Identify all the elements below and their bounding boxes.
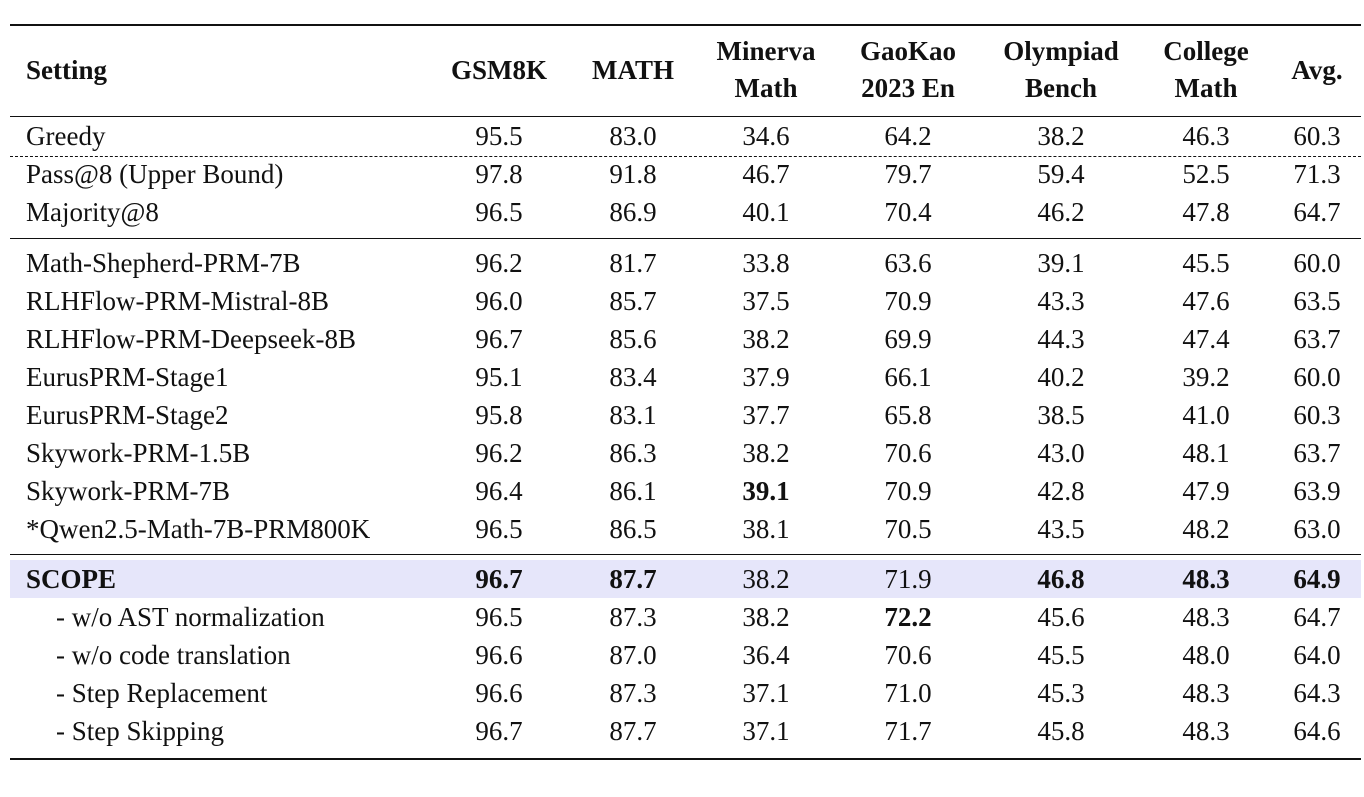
cell-gaokao: 70.4 bbox=[884, 197, 932, 227]
table-row bbox=[10, 282, 1361, 320]
cell-minerva: 36.4 bbox=[742, 640, 790, 670]
cell-olympiad: 45.6 bbox=[1037, 602, 1085, 632]
cell-gsm8k: 95.8 bbox=[475, 400, 523, 430]
row-setting: - w/o code translation bbox=[56, 640, 291, 670]
cell-math: 83.4 bbox=[609, 362, 657, 392]
cell-college: 39.2 bbox=[1182, 362, 1230, 392]
cell-minerva: 37.5 bbox=[742, 286, 790, 316]
cell-college: 48.1 bbox=[1182, 438, 1230, 468]
cell-minerva: 37.9 bbox=[742, 362, 790, 392]
table-row bbox=[10, 320, 1361, 358]
row-setting: RLHFlow-PRM-Mistral-8B bbox=[26, 286, 330, 316]
cell-avg: 64.7 bbox=[1293, 602, 1341, 632]
cell-gsm8k: 97.8 bbox=[475, 159, 523, 189]
header-olympiad-line: Bench bbox=[1024, 73, 1097, 103]
cell-math: 86.1 bbox=[609, 476, 657, 506]
cell-minerva: 33.8 bbox=[742, 248, 790, 278]
cell-college: 47.4 bbox=[1182, 324, 1230, 354]
cell-olympiad: 43.3 bbox=[1037, 286, 1085, 316]
row-setting: RLHFlow-PRM-Deepseek-8B bbox=[26, 324, 356, 354]
cell-gsm8k: 96.7 bbox=[475, 716, 523, 746]
cell-gaokao: 71.7 bbox=[884, 716, 932, 746]
row-setting: Math-Shepherd-PRM-7B bbox=[26, 248, 301, 278]
table-row bbox=[10, 396, 1361, 434]
cell-gsm8k: 96.5 bbox=[475, 514, 523, 544]
cell-college: 48.2 bbox=[1182, 514, 1230, 544]
row-setting: SCOPE bbox=[26, 564, 117, 594]
row-setting: Pass@8 (Upper Bound) bbox=[26, 159, 284, 189]
cell-math: 85.6 bbox=[609, 324, 657, 354]
header-college-line: College bbox=[1163, 36, 1249, 66]
cell-avg: 63.7 bbox=[1293, 324, 1341, 354]
cell-olympiad: 44.3 bbox=[1037, 324, 1085, 354]
cell-minerva: 37.7 bbox=[742, 400, 790, 430]
cell-college: 45.5 bbox=[1182, 248, 1230, 278]
table-row bbox=[10, 636, 1361, 674]
row-setting: EurusPRM-Stage2 bbox=[26, 400, 229, 430]
header-gsm8k bbox=[451, 24, 547, 116]
cell-gaokao: 71.0 bbox=[884, 678, 932, 708]
cell-gsm8k: 95.5 bbox=[475, 121, 523, 151]
row-setting: Greedy bbox=[26, 121, 106, 151]
cell-gsm8k: 96.6 bbox=[475, 678, 523, 708]
cell-minerva: 34.6 bbox=[742, 121, 790, 151]
header-math bbox=[592, 24, 674, 116]
row-setting: Majority@8 bbox=[26, 197, 159, 227]
cell-math: 87.3 bbox=[609, 678, 657, 708]
header-gaokao bbox=[860, 24, 956, 116]
header-minerva-line: Math bbox=[734, 73, 798, 103]
section-rule bbox=[10, 238, 1361, 239]
cell-minerva: 37.1 bbox=[742, 678, 790, 708]
cell-college: 48.3 bbox=[1182, 564, 1230, 594]
cell-olympiad: 45.8 bbox=[1037, 716, 1085, 746]
cell-olympiad: 45.3 bbox=[1037, 678, 1085, 708]
cell-avg: 60.3 bbox=[1293, 400, 1341, 430]
cell-gsm8k: 96.7 bbox=[475, 324, 523, 354]
cell-olympiad: 59.4 bbox=[1037, 159, 1085, 189]
row-setting: Skywork-PRM-1.5B bbox=[26, 438, 251, 468]
cell-avg: 63.5 bbox=[1293, 286, 1341, 316]
cell-minerva: 37.1 bbox=[742, 716, 790, 746]
cell-college: 48.3 bbox=[1182, 716, 1230, 746]
cell-avg: 64.7 bbox=[1293, 197, 1341, 227]
cell-math: 83.0 bbox=[609, 121, 657, 151]
cell-gaokao: 70.6 bbox=[884, 640, 932, 670]
cell-college: 48.3 bbox=[1182, 602, 1230, 632]
cell-math: 83.1 bbox=[609, 400, 657, 430]
cell-gaokao: 69.9 bbox=[884, 324, 932, 354]
cell-gsm8k: 96.7 bbox=[475, 564, 523, 594]
cell-avg: 64.3 bbox=[1293, 678, 1341, 708]
cell-gsm8k: 96.5 bbox=[475, 197, 523, 227]
cell-gaokao: 79.7 bbox=[884, 159, 932, 189]
cell-olympiad: 38.2 bbox=[1037, 121, 1085, 151]
cell-college: 46.3 bbox=[1182, 121, 1230, 151]
cell-minerva: 38.2 bbox=[742, 438, 790, 468]
header-setting bbox=[26, 24, 107, 116]
cell-olympiad: 45.5 bbox=[1037, 640, 1085, 670]
header-math-line: MATH bbox=[592, 54, 674, 85]
cell-gaokao: 70.6 bbox=[884, 438, 932, 468]
header-minerva-line: Minerva bbox=[716, 36, 816, 66]
header-college-line: Math bbox=[1174, 73, 1238, 103]
cell-gaokao: 64.2 bbox=[884, 121, 932, 151]
cell-avg: 63.9 bbox=[1293, 476, 1341, 506]
table-row bbox=[10, 674, 1361, 712]
cell-avg: 60.0 bbox=[1293, 248, 1341, 278]
table-row bbox=[10, 598, 1361, 636]
cell-gaokao: 71.9 bbox=[884, 564, 932, 594]
cell-olympiad: 38.5 bbox=[1037, 400, 1085, 430]
table-row bbox=[10, 434, 1361, 472]
cell-math: 81.7 bbox=[609, 248, 657, 278]
table-row bbox=[10, 155, 1361, 193]
cell-olympiad: 46.8 bbox=[1037, 564, 1085, 594]
header-olympiad-line: Olympiad bbox=[1003, 36, 1119, 66]
top-rule bbox=[10, 24, 1361, 26]
cell-olympiad: 43.0 bbox=[1037, 438, 1085, 468]
cell-math: 87.3 bbox=[609, 602, 657, 632]
header-gsm8k-line: GSM8K bbox=[450, 54, 548, 85]
cell-college: 48.3 bbox=[1182, 678, 1230, 708]
cell-math: 91.8 bbox=[609, 159, 657, 189]
header-avg-line: Avg. bbox=[1291, 54, 1343, 85]
cell-olympiad: 40.2 bbox=[1037, 362, 1085, 392]
cell-avg: 60.0 bbox=[1293, 362, 1341, 392]
cell-gsm8k: 95.1 bbox=[475, 362, 523, 392]
header-setting-line: Setting bbox=[26, 54, 107, 85]
cell-olympiad: 43.5 bbox=[1037, 514, 1085, 544]
cell-gsm8k: 96.2 bbox=[475, 438, 523, 468]
cell-math: 86.5 bbox=[609, 514, 657, 544]
cell-avg: 64.0 bbox=[1293, 640, 1341, 670]
cell-avg: 63.0 bbox=[1293, 514, 1341, 544]
row-setting: Skywork-PRM-7B bbox=[26, 476, 231, 506]
cell-math: 87.7 bbox=[609, 716, 657, 746]
cell-minerva: 39.1 bbox=[742, 476, 790, 506]
header-minerva bbox=[717, 24, 816, 116]
cell-olympiad: 42.8 bbox=[1037, 476, 1085, 506]
cell-college: 47.9 bbox=[1182, 476, 1230, 506]
row-setting: *Qwen2.5-Math-7B-PRM800K bbox=[26, 514, 371, 544]
cell-gaokao: 70.9 bbox=[884, 286, 932, 316]
cell-college: 41.0 bbox=[1182, 400, 1230, 430]
cell-minerva: 38.2 bbox=[742, 324, 790, 354]
table-row bbox=[10, 560, 1361, 598]
cell-avg: 71.3 bbox=[1293, 159, 1341, 189]
cell-gsm8k: 96.2 bbox=[475, 248, 523, 278]
cell-olympiad: 39.1 bbox=[1037, 248, 1085, 278]
cell-gsm8k: 96.0 bbox=[475, 286, 523, 316]
cell-college: 48.0 bbox=[1182, 640, 1230, 670]
cell-minerva: 38.2 bbox=[742, 602, 790, 632]
table-row bbox=[10, 117, 1361, 155]
header-olympiad bbox=[1003, 24, 1119, 116]
row-setting: - w/o AST normalization bbox=[56, 602, 325, 632]
cell-math: 87.0 bbox=[609, 640, 657, 670]
row-setting: - Step Skipping bbox=[56, 716, 225, 746]
table-row bbox=[10, 193, 1361, 231]
cell-college: 52.5 bbox=[1182, 159, 1230, 189]
table-row bbox=[10, 472, 1361, 510]
cell-minerva: 46.7 bbox=[742, 159, 790, 189]
cell-avg: 60.3 bbox=[1293, 121, 1341, 151]
cell-gaokao: 66.1 bbox=[884, 362, 932, 392]
cell-gsm8k: 96.4 bbox=[475, 476, 523, 506]
cell-gaokao: 65.8 bbox=[884, 400, 932, 430]
row-setting: EurusPRM-Stage1 bbox=[26, 362, 229, 392]
cell-gsm8k: 96.5 bbox=[475, 602, 523, 632]
header-avg bbox=[1291, 24, 1342, 116]
cell-minerva: 40.1 bbox=[742, 197, 790, 227]
cell-math: 87.7 bbox=[609, 564, 657, 594]
header-college bbox=[1163, 24, 1248, 116]
table-row bbox=[10, 244, 1361, 282]
cell-avg: 63.7 bbox=[1293, 438, 1341, 468]
cell-gaokao: 63.6 bbox=[884, 248, 932, 278]
header-gaokao-line: GaoKao bbox=[859, 36, 957, 66]
cell-college: 47.8 bbox=[1182, 197, 1230, 227]
cell-avg: 64.6 bbox=[1293, 716, 1341, 746]
cell-minerva: 38.1 bbox=[742, 514, 790, 544]
section-rule bbox=[10, 554, 1361, 555]
cell-math: 86.9 bbox=[609, 197, 657, 227]
cell-math: 86.3 bbox=[609, 438, 657, 468]
table-row bbox=[10, 358, 1361, 396]
cell-college: 47.6 bbox=[1182, 286, 1230, 316]
cell-gaokao: 72.2 bbox=[884, 602, 932, 632]
header-gaokao-line: 2023 En bbox=[861, 73, 955, 103]
cell-math: 85.7 bbox=[609, 286, 657, 316]
cell-gsm8k: 96.6 bbox=[475, 640, 523, 670]
row-setting: - Step Replacement bbox=[56, 678, 268, 708]
cell-gaokao: 70.5 bbox=[884, 514, 932, 544]
table-row bbox=[10, 712, 1361, 750]
table-row bbox=[10, 510, 1361, 548]
bottom-rule bbox=[10, 758, 1361, 760]
cell-olympiad: 46.2 bbox=[1037, 197, 1085, 227]
cell-minerva: 38.2 bbox=[742, 564, 790, 594]
cell-avg: 64.9 bbox=[1293, 564, 1341, 594]
cell-gaokao: 70.9 bbox=[884, 476, 932, 506]
